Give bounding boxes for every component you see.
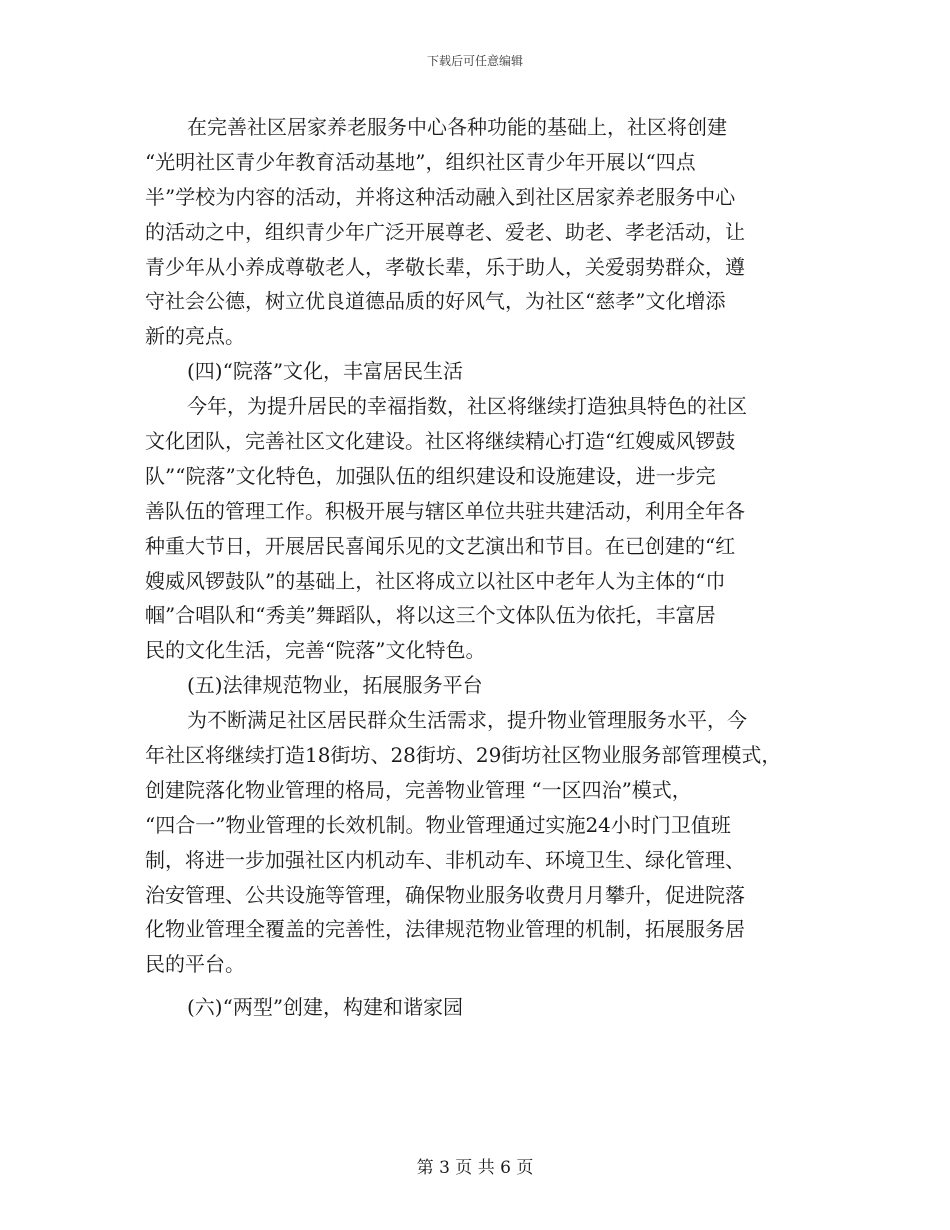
paragraph: [145, 110, 825, 354]
section-heading: [145, 354, 825, 389]
page-header-note: 下载后可任意编辑: [426, 54, 523, 68]
text-line: 年社区将继续打造18街坊、28街坊、29街坊社区物业服务部管理模式，: [145, 743, 782, 768]
text-line: 嫂威风锣鼓队”的基础上，社区将成立以社区中老年人为主体的“巾: [145, 568, 726, 593]
text-line: 半”学校为内容的活动，并将这种活动融入到社区居家养老服务中心: [145, 184, 736, 209]
heading-line: (六)“两型”创建，构建和谐家园: [187, 995, 464, 1020]
text-line: 新的亮点。: [145, 324, 245, 349]
text-line: 制，将进一步加强社区内机动车、非机动车、环境卫生、绿化管理、: [145, 847, 745, 872]
heading-line: (四)“院落”文化，丰富居民生活: [187, 359, 464, 384]
spacer: [145, 982, 825, 990]
text-line: 守社会公德，树立优良道德品质的好风气，为社区“慈孝”文化增添: [145, 289, 726, 314]
text-line: 帼”合唱队和“秀美”舞蹈队，将以这三个文体队伍为依托，丰富居: [145, 603, 716, 628]
paragraph: [145, 389, 825, 668]
text-line: “四合一”物业管理的长效机制。物业管理通过实施24小时门卫值班: [145, 812, 731, 837]
text-line: 民的平台。: [145, 952, 245, 977]
text-line: 文化团队，完善社区文化建设。社区将继续精心打造“红嫂威风锣鼓: [145, 429, 736, 454]
text-line: 为不断满足社区居民群众生活需求，提升物业管理服务水平，今: [187, 708, 747, 733]
text-line: 的活动之中，组织青少年广泛开展尊老、爱老、助老、孝老活动，让: [145, 219, 745, 244]
text-line: 今年，为提升居民的幸福指数，社区将继续打造独具特色的社区: [187, 394, 747, 419]
text-line: 种重大节日，开展居民喜闻乐见的文艺演出和节目。在已创建的“红: [145, 533, 736, 558]
page-number: 第 3 页 共 6 页: [416, 1158, 534, 1178]
section-heading: [145, 990, 825, 1025]
text-line: 青少年从小养成尊敬老人，孝敬长辈，乐于助人，关爱弱势群众，遵: [145, 254, 745, 279]
text-line: 化物业管理全覆盖的完善性，法律规范物业管理的机制，拓展服务居: [145, 917, 745, 942]
text-line: 善队伍的管理工作。积极开展与辖区单位共驻共建活动，利用全年各: [145, 498, 745, 523]
text-line: 在完善社区居家养老服务中心各种功能的基础上，社区将创建: [187, 115, 727, 139]
text-line: 治安管理、公共设施等管理，确保物业服务收费月月攀升，促进院落: [145, 882, 745, 907]
text-line: “光明社区青少年教育活动基地”，组织社区青少年开展以“四点: [145, 149, 696, 174]
document-body: [145, 110, 825, 1025]
paragraph: [145, 703, 825, 982]
text-line: 民的文化生活，完善“院落”文化特色。: [145, 638, 486, 663]
section-heading: [145, 668, 825, 703]
heading-line: (五)法律规范物业，拓展服务平台: [187, 673, 483, 698]
text-line: 创建院落化物业管理的格局，完善物业管理 “一区四治”模式，: [145, 777, 692, 802]
text-line: 队”“院落”文化特色，加强队伍的组织建设和设施建设，进一步完: [145, 463, 716, 488]
